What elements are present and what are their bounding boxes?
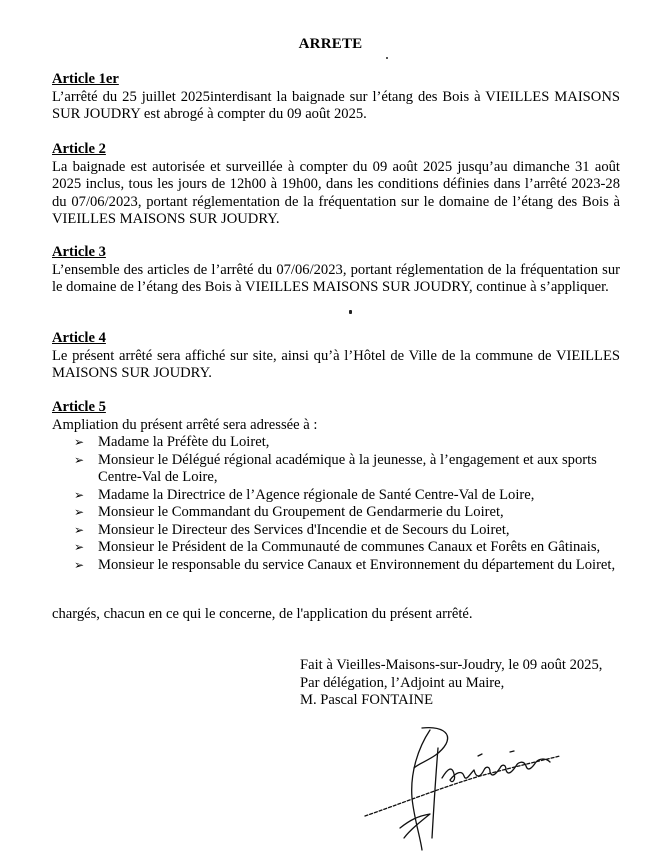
scan-speck	[349, 310, 352, 314]
article-text: Ampliation du présent arrêté sera adressée à :	[52, 416, 318, 433]
arrow-bullet-icon: ➢	[74, 540, 85, 554]
arrow-bullet-icon: ➢	[74, 487, 85, 502]
article-heading: Article 5	[52, 399, 106, 415]
recipient-text: Monsieur le Président de la Communauté de communes Canaux et Forêts en Gâtinais,	[98, 539, 601, 555]
article-1	[52, 71, 620, 124]
article-4	[52, 330, 620, 383]
article-heading: Article 1er	[52, 71, 119, 87]
list-item	[52, 452, 620, 487]
article-2	[52, 141, 620, 229]
recipient-text: Madame la Préfète du Loiret,	[98, 434, 270, 450]
recipient-text: Monsieur le Directeur des Services d'Incendie et de Secours du Loiret,	[98, 521, 510, 538]
document-title: ARRETE	[298, 36, 363, 52]
article-text: Le présent arrêté sera affiché sur site, ainsi qu’à l’Hôtel de Ville de la commune de VIEILLES MAISONS SUR JOUDRY.	[52, 347, 620, 381]
signatory-name: M. Pascal FONTAINE	[300, 692, 433, 708]
article-heading: Article 2	[52, 141, 106, 157]
article-text: L’ensemble des articles de l’arrêté du 07/06/2023, portant réglementation de la fréquentation sur le domaine de l’étang des Bois à VIEILLES MAISONS SUR JOUDRY, continue à s’appliquer.	[52, 261, 620, 295]
article-text: L’arrêté du 25 juillet 2025interdisant la baignade sur l’étang des Bois à VIEILLES MAISONS SUR JOUDRY est abrogé à compter du 09 août 2025.	[52, 88, 620, 122]
article-3	[52, 244, 620, 297]
recipient-text: Monsieur le Commandant du Groupement de Gendarmerie du Loiret,	[98, 504, 504, 520]
article-5	[52, 399, 620, 574]
list-item	[52, 487, 620, 505]
list-item	[52, 557, 620, 575]
place-date: Fait à Vieilles-Maisons-sur-Joudry, le 09 août 2025,	[300, 657, 603, 673]
handwritten-signature	[360, 718, 580, 858]
list-item	[52, 539, 620, 557]
list-item	[52, 522, 620, 540]
list-item	[52, 504, 620, 522]
arrow-bullet-icon: ➢	[74, 452, 85, 467]
article-heading: Article 3	[52, 244, 106, 260]
closing-sentence: chargés, chacun en ce qui le concerne, de l'application du présent arrêté.	[52, 606, 473, 622]
recipient-list	[52, 434, 620, 574]
recipient-text: Monsieur le responsable du service Canaux et Environnement du département du Loiret,	[98, 556, 616, 573]
list-item	[52, 434, 620, 452]
arrow-bullet-icon: ➢	[74, 435, 85, 449]
recipient-text: Monsieur le Délégué régional académique à la jeunesse, à l’engagement et aux sports Centre-Val de Loire,	[98, 451, 597, 485]
article-heading: Article 4	[52, 330, 106, 346]
arrow-bullet-icon: ➢	[74, 557, 85, 572]
signature-block	[300, 657, 640, 710]
arrow-bullet-icon: ➢	[74, 505, 85, 519]
recipient-text: Madame la Directrice de l’Agence régionale de Santé Centre-Val de Loire,	[98, 486, 535, 503]
scan-speck	[386, 57, 388, 59]
article-text: La baignade est autorisée et surveillée à compter du 09 août 2025 jusqu’au dimanche 31 août 2025 inclus, tous les jours de 12h00 à 19h00, dans les conditions définies dans l’arrêté 2023-28 du 07/06/2023, portant réglementation de la fréquentation sur le domaine de l’étang des Bois à VIEILLES MAISONS SUR JOUDRY.	[52, 158, 620, 227]
delegation-line: Par délégation, l’Adjoint au Maire,	[300, 674, 505, 691]
arrow-bullet-icon: ➢	[74, 522, 85, 537]
